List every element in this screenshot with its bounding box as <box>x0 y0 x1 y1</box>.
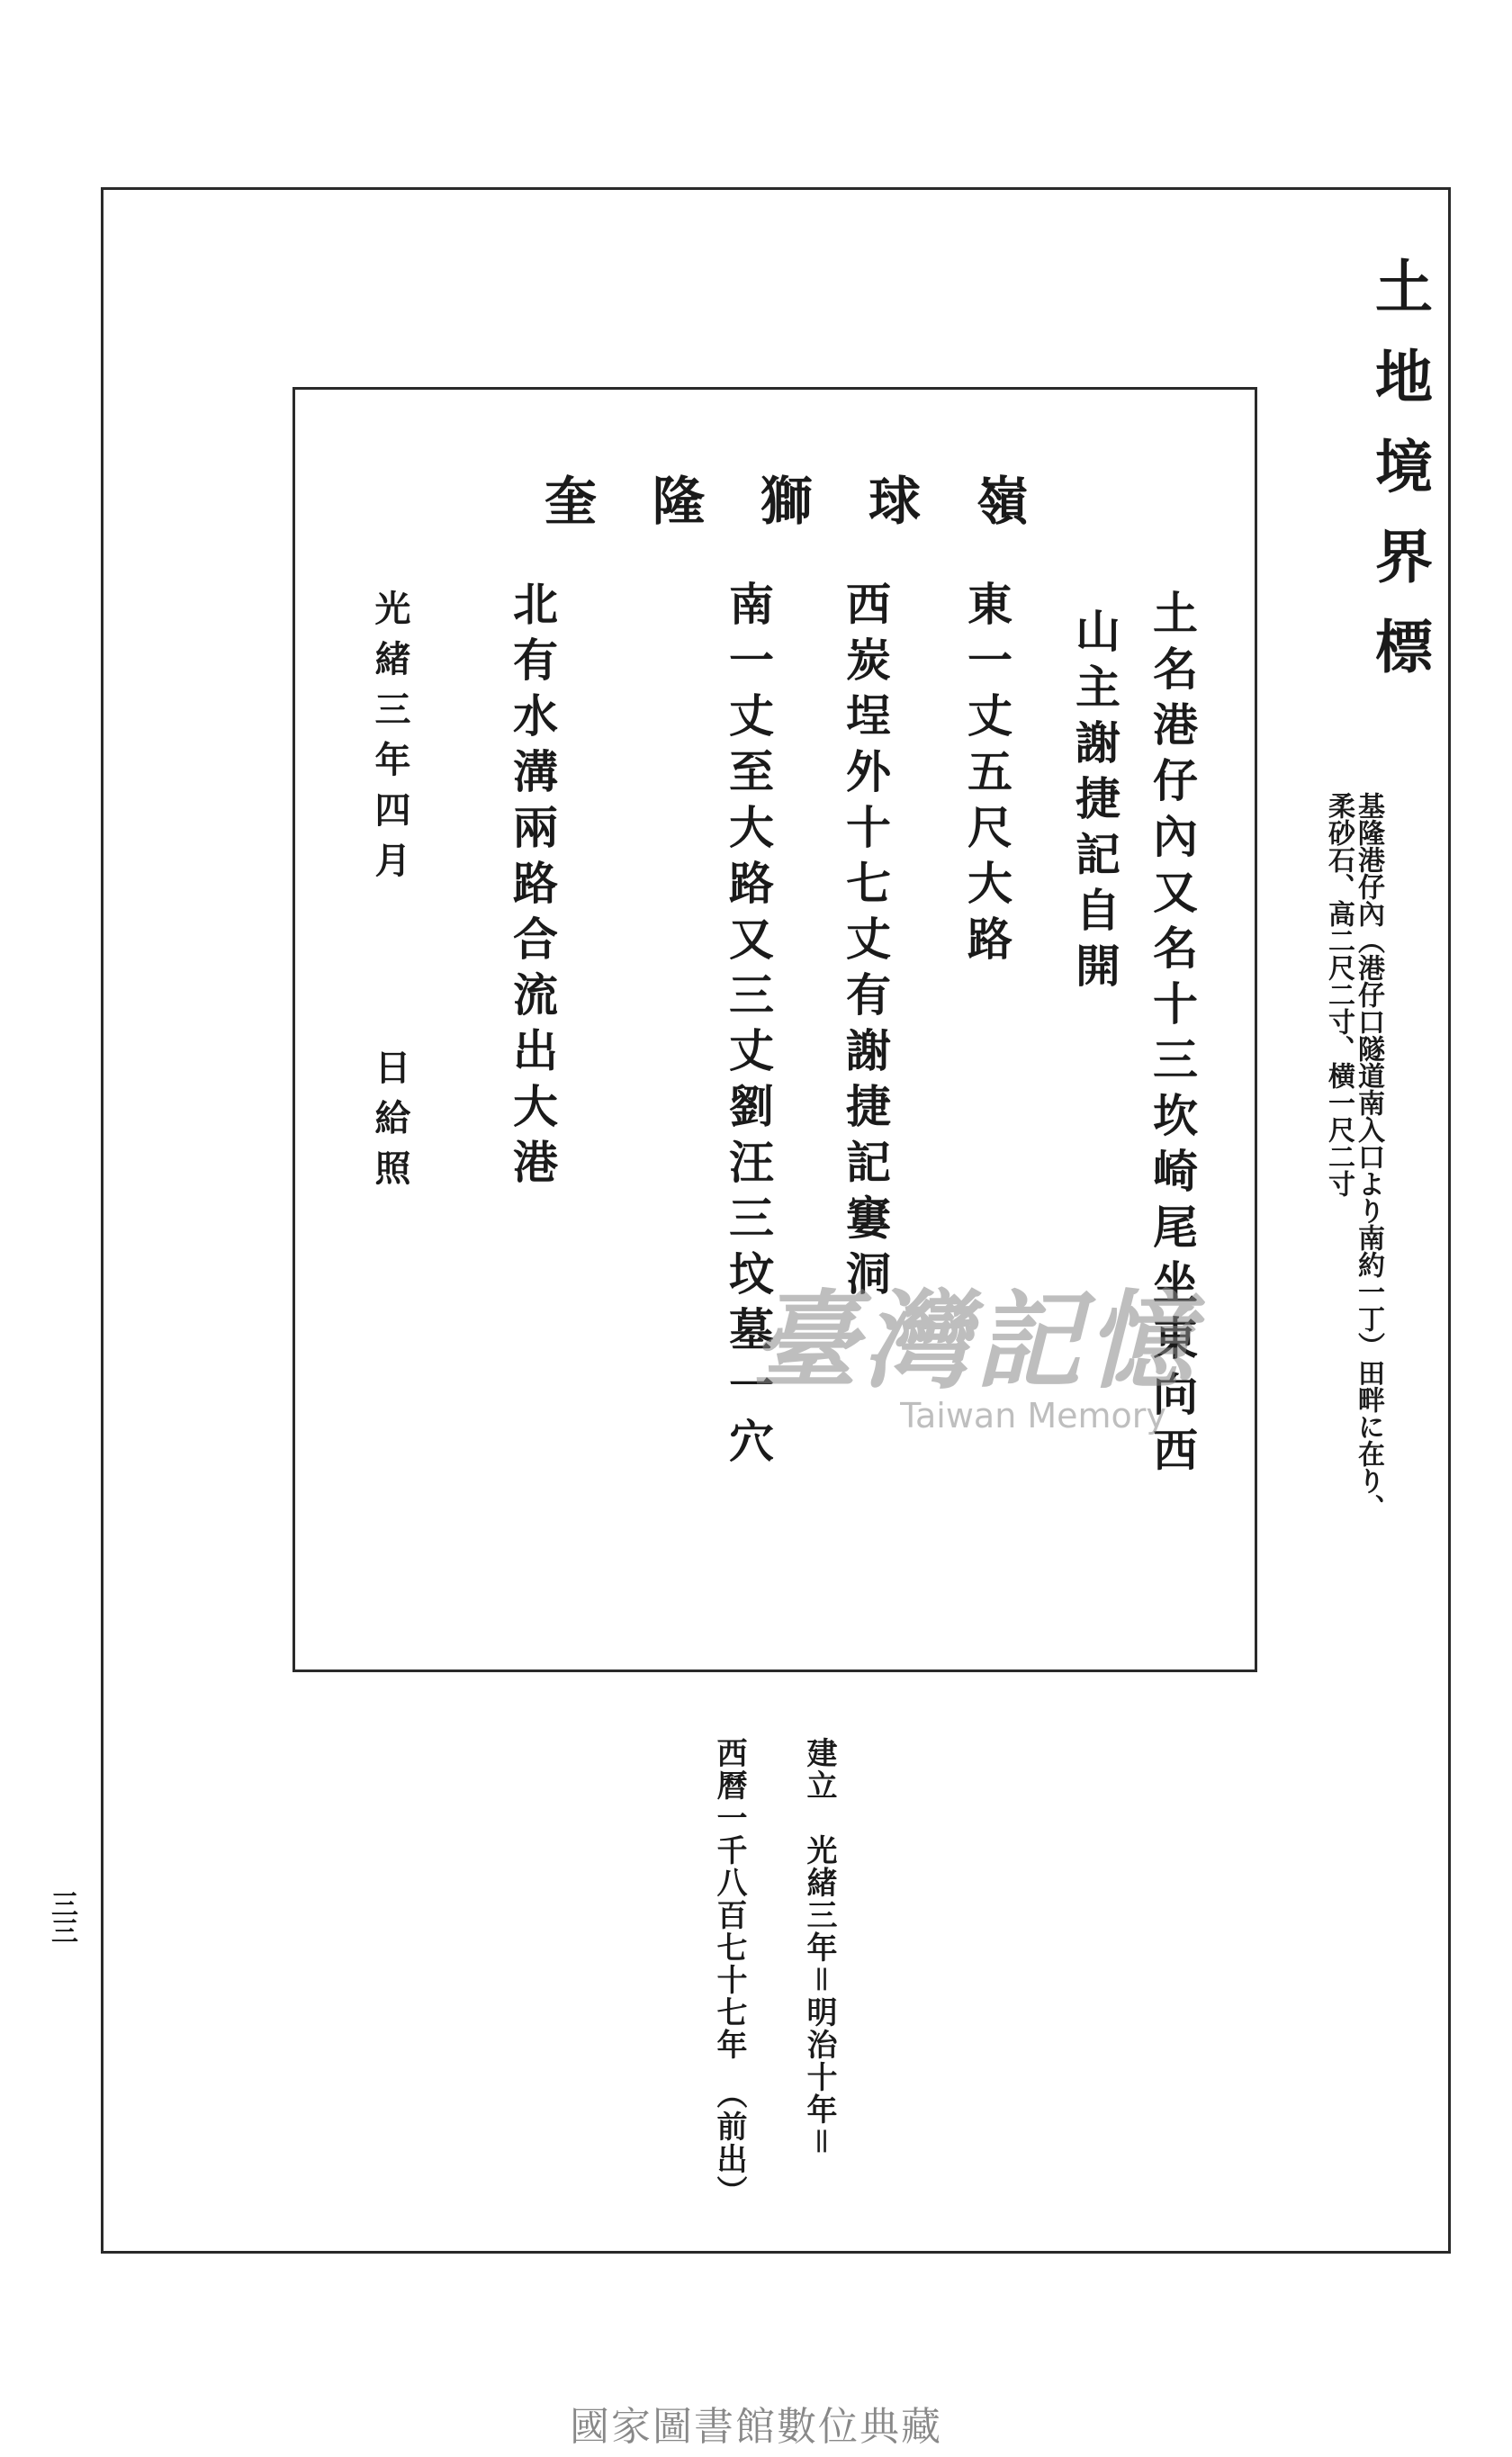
construction-date-line-1: 建立 光緒三年＝明治十年＝ <box>801 1737 837 2158</box>
page-number: 三三 <box>46 1890 77 1944</box>
stele-date: 光緒三年四月 <box>369 590 411 892</box>
stele-column-1: 土名港仔內又名十三坎崎尾坐東向西 <box>1146 590 1199 1482</box>
watermark-en-text: Taiwan Memory <box>900 1396 1166 1436</box>
location-note-line-1: 基隆港仔內（港仔口隧道南入口より南約一丁）田畔に在り、 <box>1353 792 1384 1521</box>
watermark-logo <box>752 1256 1198 1436</box>
footer-credit: 國家圖書館數位典藏 <box>570 2404 942 2450</box>
stele-column-3: 東一丈五尺大路 <box>960 580 1013 971</box>
construction-date-line-2: 西曆一千八百七十七年 （前出） <box>711 1737 747 2208</box>
stele-date-issue: 日給照 <box>369 1048 411 1200</box>
stele-column-6: 北有水溝兩路合流出大港 <box>506 580 559 1194</box>
watermark-cjk-text: 臺灣記憶 <box>752 1278 1199 1403</box>
stele-column-5: 南一丈至大路又三丈劉汪三坟墓一穴 <box>722 580 775 1473</box>
stele-column-2: 山主謝捷記自開 <box>1068 608 1121 998</box>
stele-header: 奎隆獅球嶺 <box>544 471 1085 532</box>
stele-column-4: 西炭埕外十七丈有謝捷記窶洞 <box>839 580 892 1306</box>
location-note-line-2: 柔砂石、高二尺二寸、横一尺二寸 <box>1323 792 1354 1197</box>
page-title: 土地境界標 <box>1365 256 1433 706</box>
